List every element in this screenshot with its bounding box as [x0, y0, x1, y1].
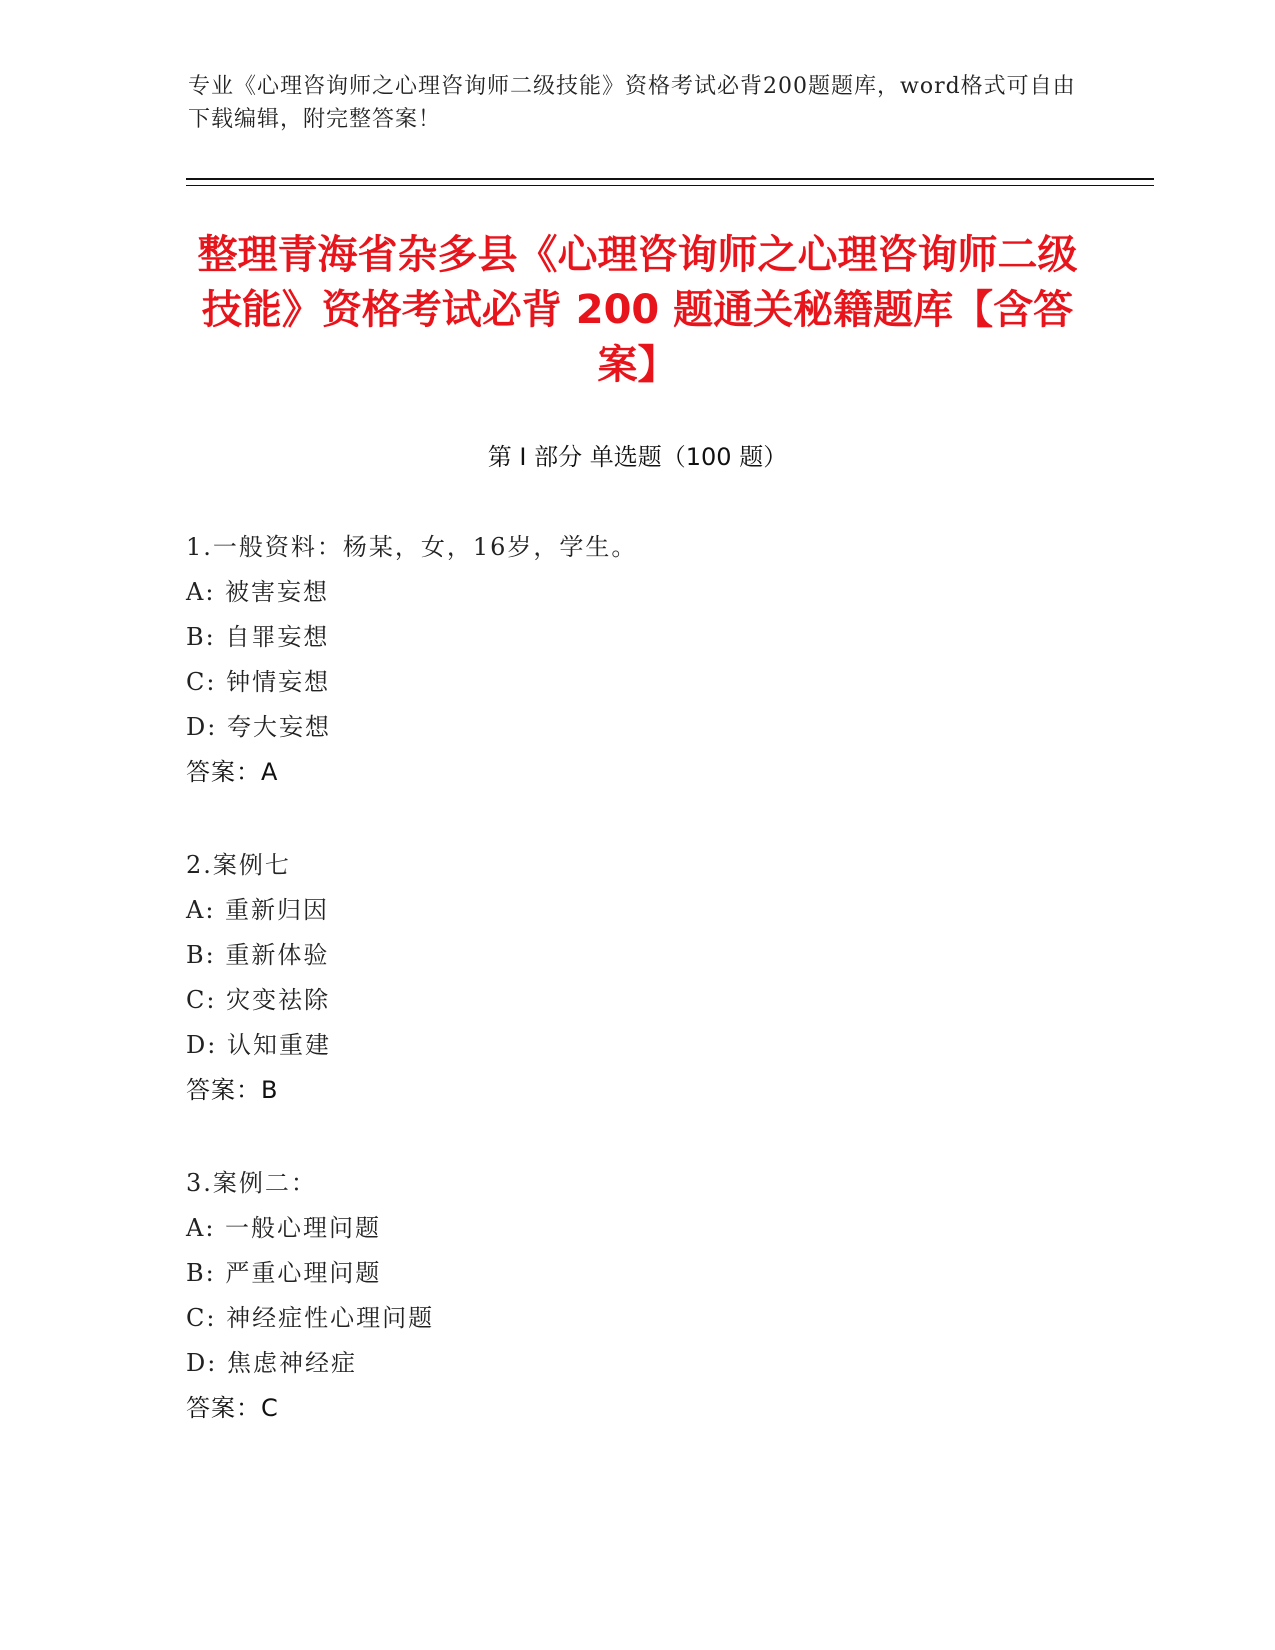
section-heading: 第 I 部分 单选题（100 题）	[487, 443, 788, 471]
option-d: D: 认知重建	[186, 1031, 331, 1059]
option-d: D: 夸大妄想	[186, 713, 331, 741]
option-b: B: 严重心理问题	[186, 1259, 382, 1287]
option-c: C: 灾变祛除	[186, 986, 331, 1014]
question-stem: 1.一般资料：杨某，女，16岁，学生。	[186, 533, 638, 561]
question-1	[186, 525, 1086, 795]
answer-line: 答案：C	[186, 1394, 279, 1422]
question-stem: 2.案例七	[186, 851, 291, 879]
question-3	[186, 1161, 1086, 1431]
option-c: C: 神经症性心理问题	[186, 1304, 435, 1332]
option-b: B: 重新体验	[186, 941, 330, 969]
option-d: D: 焦虑神经症	[186, 1349, 357, 1377]
option-a: A: 被害妄想	[186, 578, 330, 606]
option-c: C: 钟情妄想	[186, 668, 331, 696]
option-b: B: 自罪妄想	[186, 623, 330, 651]
question-2	[186, 843, 1086, 1113]
question-list	[186, 525, 1086, 1479]
answer-line: 答案：A	[186, 758, 279, 786]
header-rule-thick	[186, 178, 1154, 180]
option-a: A: 一般心理问题	[186, 1214, 382, 1242]
header-note: 专业《心理咨询师之心理咨询师二级技能》资格考试必背200题题库，word格式可自由下载编辑，附完整答案！	[188, 74, 1076, 132]
question-stem: 3.案例二：	[186, 1169, 317, 1197]
answer-line: 答案：B	[186, 1076, 279, 1104]
document-title: 整理青海省杂多县《心理咨询师之心理咨询师二级技能》资格考试必背 200 题通关秘籍题库【含答案】	[197, 232, 1078, 388]
option-a: A: 重新归因	[186, 896, 330, 924]
header-rule-thin	[186, 185, 1154, 186]
